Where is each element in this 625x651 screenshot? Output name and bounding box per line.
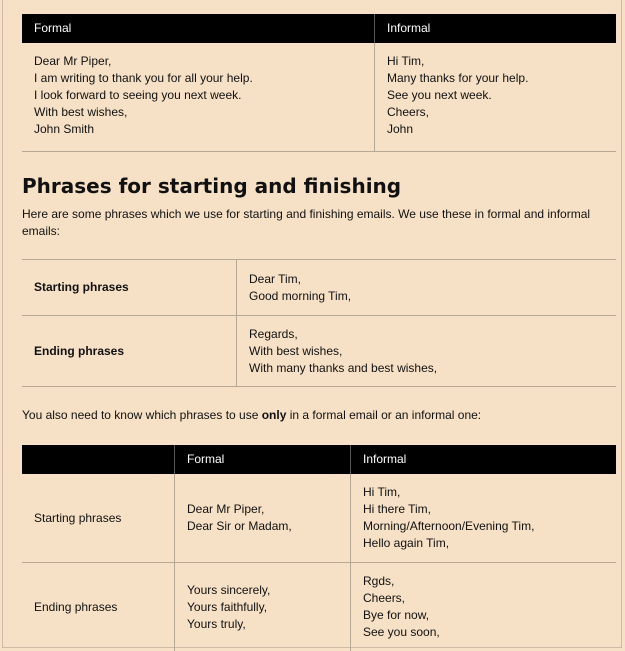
general-phrases-table bbox=[22, 259, 616, 387]
informal-header: Informal bbox=[375, 14, 617, 43]
row-label: Starting phrases bbox=[22, 260, 237, 316]
formal-phrases: Dear Mr Piper, Dear Sir or Madam, bbox=[175, 474, 351, 563]
informal-phrases: Hi Tim, Hi there Tim, Morning/Afternoon/Evening Tim, Hello again Tim, bbox=[351, 474, 617, 563]
row-label: Ending phrases bbox=[22, 316, 237, 387]
table-header-row bbox=[22, 14, 616, 43]
empty-header bbox=[22, 445, 175, 474]
table-row bbox=[22, 474, 616, 563]
informal-phrases: Rgds, Cheers, Bye for now, See you soon, bbox=[351, 563, 617, 651]
table-row bbox=[22, 43, 616, 152]
section-intro: Here are some phrases which we use for starting and finishing emails. We use these in formal and informal emails: bbox=[22, 206, 616, 240]
formal-header: Formal bbox=[22, 14, 375, 43]
table-row bbox=[22, 563, 616, 651]
row-value: Dear Tim, Good morning Tim, bbox=[237, 260, 617, 316]
row-label: Ending phrases bbox=[22, 563, 175, 651]
note-text-before: You also need to know which phrases to use bbox=[22, 408, 262, 422]
note-paragraph bbox=[22, 407, 616, 424]
table-row bbox=[22, 260, 616, 316]
formal-informal-phrases-table bbox=[22, 445, 616, 651]
formal-informal-example-table bbox=[22, 14, 616, 152]
formal-email-example: Dear Mr Piper, I am writing to thank you for all your help. I look forward to seeing you next week. With best wishes, John Smith bbox=[22, 43, 375, 152]
formal-header: Formal bbox=[175, 445, 351, 474]
section-heading: Phrases for starting and finishing bbox=[22, 174, 401, 198]
table-header-row bbox=[22, 445, 616, 474]
note-emphasis: only bbox=[262, 408, 287, 422]
formal-phrases: Yours sincerely, Yours faithfully, Yours truly, bbox=[175, 563, 351, 651]
row-label: Starting phrases bbox=[22, 474, 175, 563]
note-text-after: in a formal email or an informal one: bbox=[286, 408, 481, 422]
informal-email-example: Hi Tim, Many thanks for your help. See you next week. Cheers, John bbox=[375, 43, 617, 152]
informal-header: Informal bbox=[351, 445, 617, 474]
table-row bbox=[22, 316, 616, 387]
row-value: Regards, With best wishes, With many thanks and best wishes, bbox=[237, 316, 617, 387]
